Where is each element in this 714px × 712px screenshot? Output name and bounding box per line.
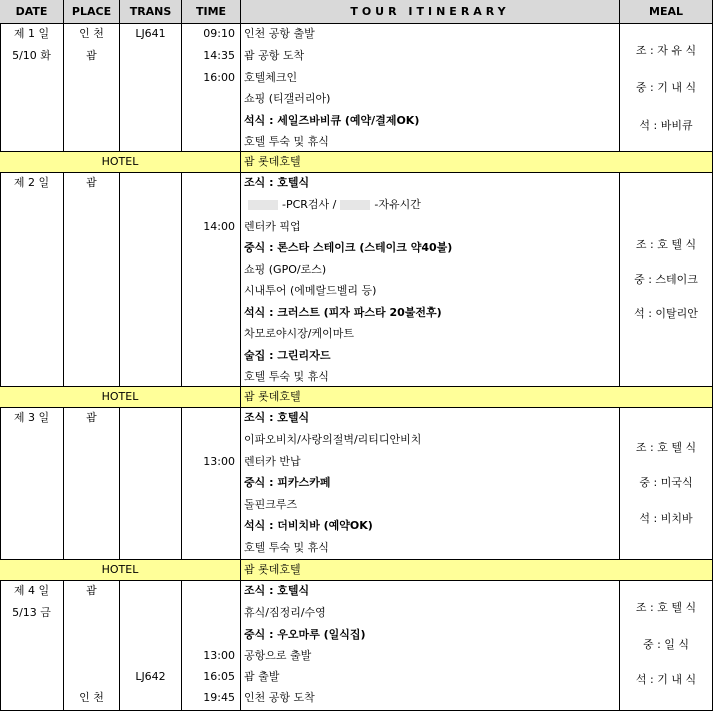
hotel-row-2-label-cell [0, 387, 241, 408]
redacted-block [248, 200, 278, 210]
day3-trans-cell [120, 408, 182, 560]
day3-date-cell [0, 408, 64, 560]
day2-time-1: 14:00 [203, 220, 235, 233]
day1-item-6: 호텔 투숙 및 휴식 [244, 135, 329, 148]
header-place: PLACE [64, 0, 120, 24]
day1-item-1: 인천 공항 출발 [244, 27, 315, 40]
day1-item-2: 괌 공항 도착 [244, 49, 305, 62]
day2-item-1: 조식 : 호텔식 [244, 176, 310, 189]
day2-meal-lunch: 중 : 스테이크 [634, 273, 698, 286]
day1-meal-breakfast: 조 : 자 유 식 [635, 44, 697, 57]
day2-trans-cell [120, 173, 182, 387]
day4-meal-dinner: 석 : 기 내 식 [635, 673, 697, 686]
header-trans: TRANS [120, 0, 182, 24]
day2-item-2 [244, 198, 421, 212]
day4-trans-cell [120, 581, 182, 711]
day2-date-cell [0, 173, 64, 387]
hotel-row-3-name: 괌 롯데호텔 [244, 563, 301, 576]
day3-time-1: 13:00 [203, 455, 235, 468]
day1-time-2: 14:35 [203, 49, 235, 62]
day2-time-cell [182, 173, 241, 387]
day4-meal-lunch: 중 : 일 식 [642, 638, 690, 651]
day2-date: 제 2 일 [13, 176, 50, 189]
day3-time-cell [182, 408, 241, 560]
day1-weekday: 5/10 화 [12, 49, 51, 62]
day3-item-1: 조식 : 호텔식 [244, 411, 310, 424]
day1-meal-dinner: 석 : 바비큐 [639, 119, 693, 132]
day4-item-2: 휴식/짐정리/수영 [244, 606, 326, 619]
day1-trans-cell [120, 24, 182, 152]
day3-place: 괌 [86, 411, 97, 424]
header-itinerary: TOUR ITINERARY [241, 0, 620, 24]
day1-place-2: 괌 [86, 49, 97, 62]
header-meal: MEAL [620, 0, 713, 24]
day1-time-3: 16:00 [203, 71, 235, 84]
day3-item-5: 돌핀크루즈 [244, 498, 298, 511]
day4-time-2: 16:05 [203, 670, 235, 683]
day2-item-8: 차모로야시장/케이마트 [244, 327, 354, 340]
day4-itinerary-cell [241, 581, 620, 711]
day2-item-2-part2: -자유시간 [374, 198, 421, 211]
day1-item-4: 쇼핑 (티갤러리아) [244, 92, 331, 105]
day1-date-cell [0, 24, 64, 152]
hotel-row-3-label-cell [0, 560, 241, 581]
day4-item-3: 중식 : 우오마루 (일식집) [244, 628, 366, 641]
day3-item-7: 호텔 투숙 및 휴식 [244, 541, 329, 554]
day2-item-4: 중식 : 론스타 스테이크 (스테이크 약40불) [244, 241, 453, 254]
hotel-row-3-name-cell [241, 560, 713, 581]
day4-place-cell [64, 581, 120, 711]
day3-item-6: 석식 : 더비치바 (예약OK) [244, 519, 373, 532]
day2-meal-dinner: 석 : 이탈리안 [634, 307, 698, 320]
day4-place-2: 인 천 [79, 691, 104, 704]
day4-weekday: 5/13 금 [12, 606, 51, 619]
header-time: TIME [182, 0, 241, 24]
day3-meal-lunch: 중 : 미국식 [639, 476, 693, 489]
day2-place-cell [64, 173, 120, 387]
day1-meal-lunch: 중 : 기 내 식 [635, 81, 697, 94]
day2-place: 괌 [86, 176, 97, 189]
day3-meal-cell [620, 408, 713, 560]
day3-item-3: 렌터카 반납 [244, 455, 301, 468]
day2-item-5: 쇼핑 (GPO/로스) [244, 263, 327, 276]
day4-item-1: 조식 : 호텔식 [244, 584, 310, 597]
day1-time-cell [182, 24, 241, 152]
redacted-block [340, 200, 370, 210]
day1-flight: LJ641 [135, 27, 166, 40]
day2-item-7: 석식 : 크러스트 (피자 파스타 20불전후) [244, 306, 442, 319]
day2-item-10: 호텔 투숙 및 휴식 [244, 370, 329, 383]
hotel-row-2-name-cell [241, 387, 713, 408]
day4-date-cell [0, 581, 64, 711]
day3-item-4: 중식 : 피카스카페 [244, 476, 331, 489]
day1-meal-cell [620, 24, 713, 152]
hotel-row-1-label: HOTEL [101, 155, 139, 168]
day4-time-cell [182, 581, 241, 711]
day1-time-1: 09:10 [203, 27, 235, 40]
day4-item-4: 공항으로 출발 [244, 649, 312, 662]
day3-date: 제 3 일 [13, 411, 50, 424]
hotel-row-1-label-cell [0, 152, 241, 173]
hotel-row-2-label: HOTEL [101, 390, 139, 403]
day1-item-5: 석식 : 세일즈바비큐 (예약/결제OK) [244, 114, 420, 127]
header-date: DATE [0, 0, 64, 24]
hotel-row-1-name-cell [241, 152, 713, 173]
hotel-row-2-name: 괌 롯데호텔 [244, 390, 301, 403]
day2-meal-breakfast: 조 : 호 텔 식 [635, 238, 697, 251]
day1-place-1: 인 천 [79, 27, 104, 40]
day4-item-6: 인천 공항 도착 [244, 691, 315, 704]
day1-place-cell [64, 24, 120, 152]
day4-item-5: 괌 출발 [244, 670, 280, 683]
day3-meal-dinner: 석 : 비치바 [639, 512, 693, 525]
day4-time-3: 19:45 [203, 691, 235, 704]
day4-time-1: 13:00 [203, 649, 235, 662]
day3-meal-breakfast: 조 : 호 텔 식 [635, 441, 697, 454]
day1-date: 제 1 일 [13, 27, 50, 40]
day4-place-1: 괌 [86, 584, 97, 597]
day1-item-3: 호텔체크인 [244, 71, 298, 84]
day3-item-2: 이파오비치/사랑의절벽/리티디안비치 [244, 433, 422, 446]
day3-itinerary-cell [241, 408, 620, 560]
day4-meal-cell [620, 581, 713, 711]
day4-meal-breakfast: 조 : 호 텔 식 [635, 601, 697, 614]
day2-meal-cell [620, 173, 713, 387]
day3-place-cell [64, 408, 120, 560]
day4-date: 제 4 일 [13, 584, 50, 597]
hotel-row-1-name: 괌 롯데호텔 [244, 155, 301, 168]
day2-item-2-part1: -PCR검사 / [282, 198, 337, 211]
day4-flight: LJ642 [135, 670, 166, 683]
day1-itinerary-cell [241, 24, 620, 152]
day2-item-3: 렌터카 픽업 [244, 220, 301, 233]
hotel-row-3-label: HOTEL [101, 563, 139, 576]
day2-itinerary-cell [241, 173, 620, 387]
day2-item-9: 술집 : 그린리자드 [244, 349, 331, 362]
day2-item-6: 시내투어 (에메랄드벨리 등) [244, 284, 377, 297]
